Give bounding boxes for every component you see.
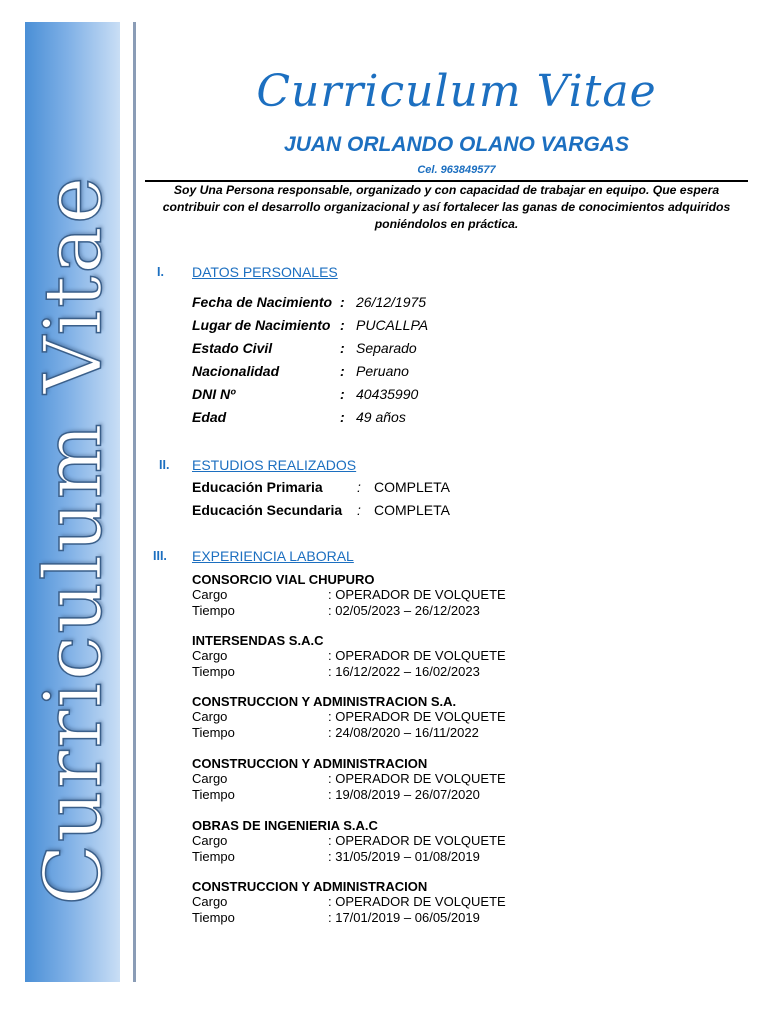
field-label: Educación Secundaria — [192, 502, 343, 518]
job-entry — [192, 818, 592, 864]
job-entry — [192, 694, 592, 740]
field-value: PUCALLPA — [356, 317, 429, 333]
job-cargo-label: Cargo — [192, 833, 228, 849]
field-separator: : — [340, 363, 345, 379]
field-label: Lugar de Nacimiento — [192, 317, 331, 333]
field-value: COMPLETA — [374, 479, 450, 495]
candidate-name: JUAN ORLANDO OLANO VARGAS — [284, 133, 629, 156]
sidebar-divider-line — [133, 22, 136, 982]
job-cargo-label: Cargo — [192, 648, 228, 664]
field-separator: : — [357, 479, 361, 495]
job-cargo-value: : OPERADOR DE VOLQUETE — [328, 833, 506, 849]
field-separator: : — [340, 409, 345, 425]
field-separator: : — [357, 502, 361, 518]
job-tiempo-value: : 17/01/2019 – 06/05/2019 — [328, 909, 480, 925]
job-entry — [192, 633, 592, 679]
job-company: CONSORCIO VIAL CHUPURO — [192, 572, 375, 587]
field-value: 49 años — [356, 409, 406, 425]
field-label: Fecha de Nacimiento — [192, 294, 333, 310]
field-separator: : — [340, 294, 345, 310]
job-cargo-value: : OPERADOR DE VOLQUETE — [328, 894, 506, 910]
field-label: Educación Primaria — [192, 479, 323, 495]
job-company: CONSTRUCCION Y ADMINISTRACION — [192, 879, 428, 894]
job-tiempo-value: : 31/05/2019 – 01/08/2019 — [328, 848, 480, 864]
profile-summary: Soy Una Persona responsable, organizado y con capacidad de trabajar en equipo. Que espera contribuir con el desarrollo organizacional y así fortalecer las ganas de conocimientos adquiridos poniéndolos en práctica. — [162, 183, 731, 231]
field-value: COMPLETA — [374, 502, 450, 518]
section-number-personal: I. — [157, 265, 164, 279]
job-cargo-value: : OPERADOR DE VOLQUETE — [328, 587, 506, 603]
job-tiempo-value: : 19/08/2019 – 26/07/2020 — [328, 786, 480, 802]
job-cargo-label: Cargo — [192, 709, 228, 725]
job-tiempo-value: : 02/05/2023 – 26/12/2023 — [328, 602, 480, 618]
field-label: Estado Civil — [192, 340, 273, 356]
job-cargo-value: : OPERADOR DE VOLQUETE — [328, 771, 506, 787]
field-label: Nacionalidad — [192, 363, 280, 379]
page-title: Curriculum Vitae — [256, 66, 657, 117]
field-label: DNI Nº — [192, 386, 236, 402]
section-number-experience: III. — [153, 549, 167, 563]
field-value: Separado — [356, 340, 417, 356]
job-tiempo-label: Tiempo — [192, 602, 235, 618]
phone-number: Cel. 963849577 — [417, 164, 496, 176]
job-tiempo-value: : 24/08/2020 – 16/11/2022 — [328, 724, 479, 740]
field-separator: : — [340, 386, 345, 402]
job-entry — [192, 572, 592, 618]
job-tiempo-label: Tiempo — [192, 909, 235, 925]
field-label: Edad — [192, 409, 227, 425]
job-entry — [192, 756, 592, 802]
section-title-personal: DATOS PERSONALES — [192, 264, 338, 280]
field-value: Peruano — [356, 363, 409, 379]
section-title-studies: ESTUDIOS REALIZADOS — [192, 457, 357, 473]
job-cargo-value: : OPERADOR DE VOLQUETE — [328, 709, 506, 725]
job-tiempo-label: Tiempo — [192, 786, 235, 802]
field-value: 26/12/1975 — [356, 294, 427, 310]
job-cargo-value: : OPERADOR DE VOLQUETE — [328, 648, 506, 664]
job-cargo-label: Cargo — [192, 587, 228, 603]
job-company: INTERSENDAS S.A.C — [192, 633, 324, 648]
job-tiempo-label: Tiempo — [192, 848, 235, 864]
job-company: OBRAS DE INGENIERIA S.A.C — [192, 818, 378, 833]
section-number-studies: II. — [159, 458, 170, 472]
job-company: CONSTRUCCION Y ADMINISTRACION — [192, 756, 428, 771]
field-separator: : — [340, 340, 345, 356]
job-cargo-label: Cargo — [192, 894, 228, 910]
sidebar-vertical-title: Curriculum Vitae — [26, 174, 120, 906]
job-tiempo-label: Tiempo — [192, 724, 235, 740]
section-title-experience: EXPERIENCIA LABORAL — [192, 548, 354, 564]
job-tiempo-label: Tiempo — [192, 663, 235, 679]
field-value: 40435990 — [356, 386, 419, 402]
job-cargo-label: Cargo — [192, 771, 228, 787]
job-tiempo-value: : 16/12/2022 – 16/02/2023 — [328, 663, 480, 679]
field-separator: : — [340, 317, 345, 333]
job-company: CONSTRUCCION Y ADMINISTRACION S.A. — [192, 694, 457, 709]
job-entry — [192, 879, 592, 925]
